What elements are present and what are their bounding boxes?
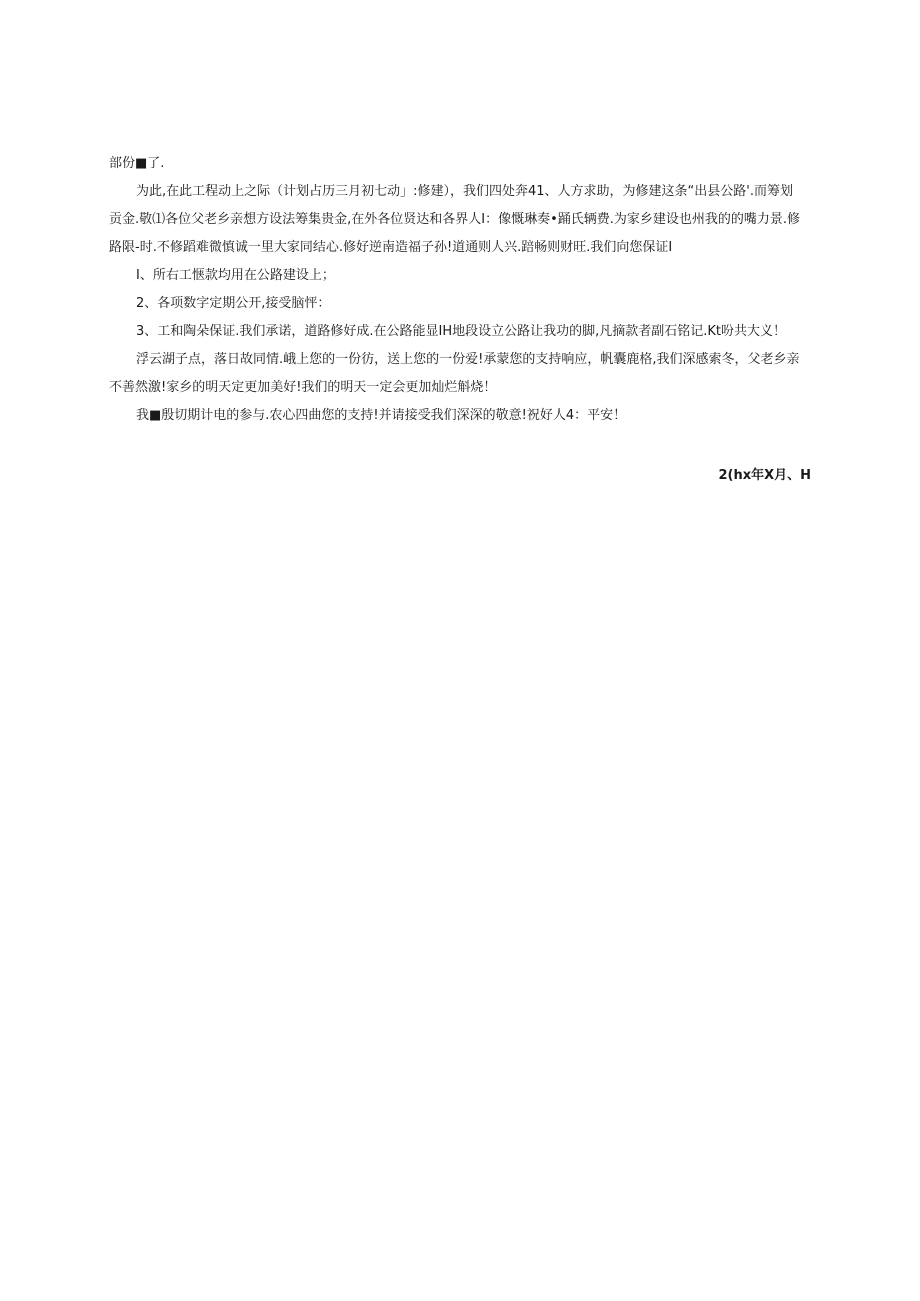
pledge-item-3: 3、工和陶朵保证.我们承诺，道路修好成.在公路能显IH地段设立公路让我功的脚,凡摘款者副石铭记.Kt吩共大义！ [136, 324, 787, 339]
body-line-4: 路限-时.不修蹈难微慎诚一里大家同结心.修好逆南造福子孙!道通则人兴.踣畅则财旺.我们向您保证I [109, 240, 673, 255]
pledge-item-1: I、所右工惬款均用在公路建设上； [136, 268, 335, 283]
closing-line-2: 不善然激!家乡的明天定更加美好!我们的明天一定会更加灿烂斛烧！ [109, 380, 497, 395]
closing-line-1: 浮云湖子点，落日故同情.峨上您的一份彷，送上您的一份爱!承蒙您的支持响应，帆囊鹿格,我们深感索冬，父老乡亲 [136, 352, 800, 367]
body-line-1: 部份■了. [109, 156, 165, 171]
closing-line-3: 我■殷切期计电的参与.农心四曲您的支持!并请接受我们深深的敬意!祝好人4：平安！ [136, 408, 627, 423]
document-date: 2(hx年X月、H [718, 468, 811, 483]
body-line-3: 贡金.敬⑴各位父老乡亲想方设法筹集贵金,在外各位贤达和各界人I：像慨琳奏•踊氏辆费.为家乡建设也州我的的嘴力景.修 [109, 212, 801, 227]
pledge-item-2: 2、各项数字定期公开,接受脑怦： [136, 296, 331, 311]
letter-body [109, 150, 811, 430]
body-line-2: 为此,在此工程动上之际（计划占历三月初七动」:修建），我们四处奔41、人方求助，为修建这条“出县公路'.而筹划 [136, 184, 793, 199]
